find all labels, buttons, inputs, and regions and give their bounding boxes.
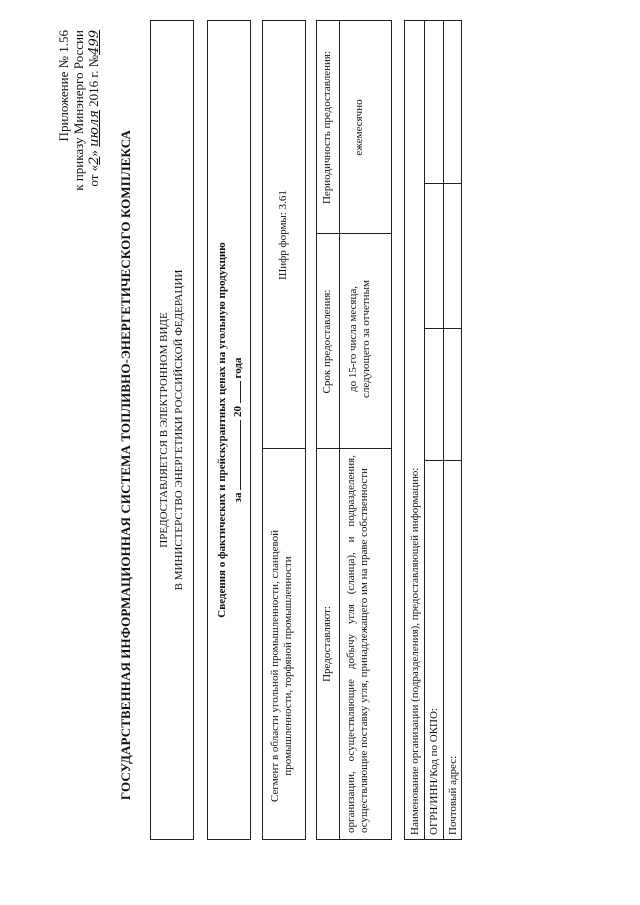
- header-periodicity: Периодичность предоставления:: [321, 50, 333, 205]
- header-provider: Предоставляют:: [321, 606, 333, 682]
- header-deadline: Срок предоставления:: [321, 289, 333, 394]
- submission-line-2: В МИНИСТЕРСТВО ЭНЕРГЕТИКИ РОССИЙСКОЙ ФЕДЕРАЦИИ: [173, 269, 185, 591]
- submission-line-1: ПРЕДОСТАВЛЯЕТСЯ В ЭЛЕКТРОННОМ ВИДЕ: [158, 312, 170, 548]
- org-fields-box: [404, 20, 462, 840]
- org-ogrn-label: ОГРН/ИНН/Код по ОКПО:: [428, 708, 440, 835]
- report-title-box: [207, 20, 251, 840]
- segment-label: Сегмент в области угольной промышленности, сланцевой промышленности, торфяной промышленности: [269, 530, 294, 803]
- segment-box: [262, 20, 306, 840]
- system-title: ГОСУДАРСТВЕННАЯ ИНФОРМАЦИОННАЯ СИСТЕМА ТОПЛИВНО-ЭНЕРГЕТИЧЕСКОГО КОМПЛЕКСА: [118, 129, 133, 801]
- appendix-day: 2: [87, 156, 102, 165]
- row-periodicity: ежемесячно: [353, 99, 365, 156]
- row-deadline: до 15-го числа месяца, следующего за отчетным: [347, 280, 372, 398]
- appendix-line-1: Приложение № 1.56: [56, 30, 71, 142]
- org-name-label: Наименование организации (подразделения), предоставляющей информацию:: [409, 467, 421, 835]
- appendix-number: 499: [87, 30, 102, 55]
- appendix-line-2: к приказу Минэнерго России: [71, 30, 86, 191]
- report-period: за 20 года: [232, 357, 244, 503]
- org-address-label: Почтовый адрес:: [447, 755, 459, 835]
- appendix-month: июля: [87, 110, 102, 147]
- row-provider: организации, осуществляющие добычу угля (сланца), и подразделения, осуществляющие поставку угля, принадлежащего им на праве собственности: [345, 455, 370, 833]
- form-code: Шифр формы: 3.61: [277, 190, 289, 280]
- report-title: Сведения о фактических и прейскурантных ценах на угольную продукцию: [216, 242, 228, 618]
- provision-table: [316, 20, 392, 840]
- appendix-block: [56, 30, 102, 390]
- submission-box: [150, 20, 194, 840]
- appendix-line-3: от «2» июля 2016 г. №499: [86, 30, 102, 187]
